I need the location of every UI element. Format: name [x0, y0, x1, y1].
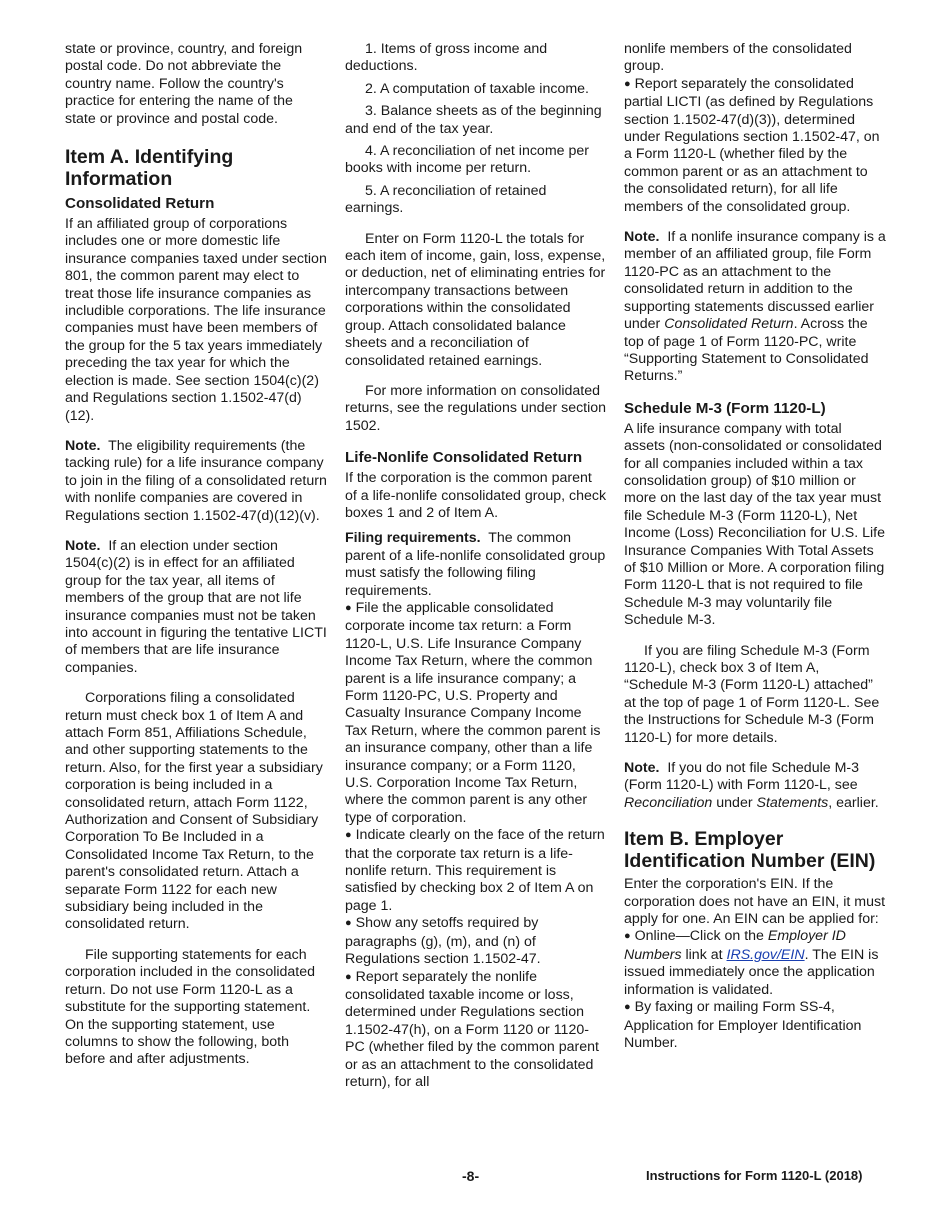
numbered-item: 2. A computation of taxable income.	[365, 80, 589, 97]
heading-item-a: Item A. Identifying Information	[65, 146, 234, 191]
bullet-text: File the applicable consolidated corporate income tax return: a Form 1120-L, U.S. Life Insurance Company Income Tax Return, where the common parent is a life insurance company; a Form 1120-PC, U.S. Property and Casualty Insurance Company Income Tax Return, where the common parent is an insurance company, other than a life insurance company; or a Form 1120, U.S. Corporation Income Tax Return, where the common parent is any other type of corporation.	[345, 599, 601, 826]
paragraph-m3: A life insurance company with total assets (non-consolidated or consolidated for all companies included within a tax consolidation group) of $10 million or more on the last day of the tax year must file Schedule M-3 (Form 1120-L), Net Income (Loss) Reconciliation for U.S. Life Insurance Companies With Total Assets of $10 Million or More. A corporation filing Form 1120-L that is not required to file Schedule M-3 may voluntarily file Schedule M-3.	[624, 420, 886, 629]
note-label: Note.	[65, 437, 101, 454]
bullet-text: Report separately the consolidated partial LICTI (as defined by Regulations section 1.1502-47(d)(3)), determined under Regulations section 1.1502-47, on a Form 1120-L (whether filed by the common parent or as an attachment to the consolidated return), for all life members of the consolidated group.	[624, 75, 880, 215]
paragraph-ein: Enter the corporation's EIN. If the corporation does not have an EIN, it must apply for one. An EIN can be applied for:	[624, 876, 886, 928]
note-label: Note.	[624, 229, 660, 246]
note-eligibility	[65, 438, 327, 525]
paragraph-if-filing-m3: If you are filing Schedule M-3 (Form 1120-L), check box 3 of Item A, “Schedule M-3 (Form 1120-L) attached” at the top of page 1 of Form 1120-L. See the Instructions for Schedule M-3 (Form 1120-L) for more details.	[624, 642, 880, 746]
note-text: If a nonlife insurance company is a member of an affiliated group, file Form 1120-PC as an attachment to the consolidated return in addition to the supporting statements discussed earlier under	[624, 229, 886, 333]
heading-item-b: Item B. Employer Identification Number (EIN)	[624, 828, 876, 873]
filing-requirements-text: The common parent of a life-nonlife consolidated group must satisfy the following filing requirements.	[345, 530, 606, 599]
bullet-item	[624, 928, 886, 999]
cross-reference: Consolidated Return	[664, 316, 794, 333]
bullet-text: Online—Click on the	[634, 928, 768, 945]
note-text: If an election under section 1504(c)(2) is in effect for an affiliated group for the tax year, all items of members of the group that are not life insurance companies must not be taken into account in figuring the tentative LICTI of members that are life insurance companies.	[65, 537, 327, 676]
document-title: Instructions for Form 1120-L (2018)	[646, 1168, 863, 1183]
runin-heading: Filing requirements.	[345, 530, 481, 547]
cross-reference: Reconciliation	[624, 794, 713, 811]
numbered-item: 5. A reconciliation of retained earnings.	[345, 182, 547, 217]
note-text: If you do not file Schedule M-3 (Form 1120-L) with Form 1120-L, see	[624, 760, 860, 794]
bullet-item	[345, 827, 607, 915]
cross-reference: Statements	[756, 794, 829, 811]
paragraph-affiliated-group: If an affiliated group of corporations includes one or more domestic life insurance companies taxed under section 801, the common parent may elect to treat those life insurance companies as includible corporations. The life insurance companies must have been members of the group for the 5 tax years immediately preceding the tax year for which the election is made. See section 1504(c)(2) and Regulations section 1.1502-47(d)(12).	[65, 216, 327, 424]
note-label: Note.	[65, 537, 101, 554]
note-text: The eligibility requirements (the tacking rule) for a life insurance company to join in the filing of a consolidated return with nonlife companies are covered in Regulations section 1.1502-47(d)(12)(v).	[65, 437, 327, 524]
bullet-icon: ●	[624, 1001, 631, 1014]
paragraph-common-parent: If the corporation is the common parent of a life-nonlife consolidated group, check boxes 1 and 2 of Item A.	[345, 470, 607, 521]
bullet-icon: ●	[345, 829, 352, 842]
paragraph-file-supporting: File supporting statements for each corporation included in the consolidated return. Do not use Form 1120-L as a substitute for the supporting statement. On the supporting statement, use columns to show the following, both before and after adjustments.	[65, 946, 316, 1068]
page-number: -8-	[462, 1168, 480, 1184]
bullet-icon: ●	[345, 601, 352, 614]
paragraph-intro: state or province, country, and foreign postal code. Do not abbreviate the country name. Follow the country's practice for entering the name of the state or province and postal code.	[65, 41, 303, 127]
paragraph-more-info: For more information on consolidated returns, see the regulations under section 1502.	[345, 382, 607, 434]
bullet-item	[345, 969, 607, 1092]
bullet-item	[345, 600, 607, 827]
note-text: . Across the top of page 1 of Form 1120-PC, write “Supporting Statement to Consolidated Returns.”	[624, 316, 869, 385]
bullet-icon: ●	[624, 930, 631, 943]
paragraph-corporations-filing: Corporations filing a consolidated return must check box 1 of Item A and attach Form 851, Affiliations Schedule, and other supporting statements to the return. Also, for the first year a subsidiary corporation is being included in a consolidated return, attach Form 1122, Authorization and Consent of Subsidiary Corporation To Be Included in a Consolidated Income Tax Return, to the parent's consolidated return. Attach a separate Form 1122 for each new subsidiary being included in the consolidated return.	[65, 690, 323, 933]
heading-consolidated-return: Consolidated Return	[65, 195, 215, 213]
note-nonlife	[624, 229, 886, 386]
numbered-item: 1. Items of gross income and deductions.	[345, 41, 548, 75]
paragraph-enter-totals: Enter on Form 1120-L the totals for each item of income, gain, loss, expense, or deduction, net of eliminating entries for intercompany transactions between corporations within the consolidated group. Attach consolidated balance sheets and a reconciliation of consolidated retained earnings.	[345, 230, 606, 369]
note-election	[65, 538, 327, 677]
bullet-item	[345, 915, 607, 968]
note-no-m3	[624, 760, 886, 812]
bullet-text: link at	[681, 946, 727, 963]
bullet-item	[624, 76, 886, 216]
bullet-item	[624, 999, 886, 1052]
bullet-text: Show any setoffs required by paragraphs (g), (m), and (n) of Regulations section 1.1502-47.	[345, 915, 541, 968]
bullet-text: By faxing or mailing Form SS-4, Application for Employer Identification Number.	[624, 999, 862, 1051]
note-text: , earlier.	[828, 794, 879, 811]
numbered-item: 4. A reconciliation of net income per books with income per return.	[345, 143, 589, 177]
column-2	[345, 41, 607, 1091]
filing-requirements	[345, 530, 607, 600]
bullet-icon: ●	[345, 970, 352, 983]
link-label: Employer ID Numbers	[624, 928, 846, 963]
numbered-item: 3. Balance sheets as of the beginning and end of the tax year.	[345, 103, 602, 137]
bullet-icon: ●	[624, 77, 631, 90]
bullet-text: . The EIN is issued immediately once the application information is validated.	[624, 946, 879, 998]
bullet-text: Report separately the nonlife consolidated taxable income or loss, determined under Regulations section 1.1502-47(h), on a Form 1120 or 1120-PC (whether filed by the common parent or as an attachment to the consolidated return), for all	[345, 968, 599, 1090]
heading-life-nonlife: Life-Nonlife Consolidated Return	[345, 449, 583, 467]
irs-ein-link[interactable]: IRS.gov/EIN	[726, 946, 805, 963]
column-1	[65, 41, 327, 1082]
bullet-icon: ●	[345, 917, 352, 930]
column-3	[624, 41, 886, 1052]
note-label: Note.	[624, 760, 660, 777]
bullet-text: Indicate clearly on the face of the return that the corporate tax return is a life-nonlife return. This requirement is satisfied by checking box 2 of Item A on page 1.	[345, 827, 605, 914]
heading-schedule-m3: Schedule M-3 (Form 1120-L)	[624, 399, 826, 417]
paragraph-continued: nonlife members of the consolidated group.	[624, 41, 852, 75]
note-text: under	[712, 794, 757, 811]
